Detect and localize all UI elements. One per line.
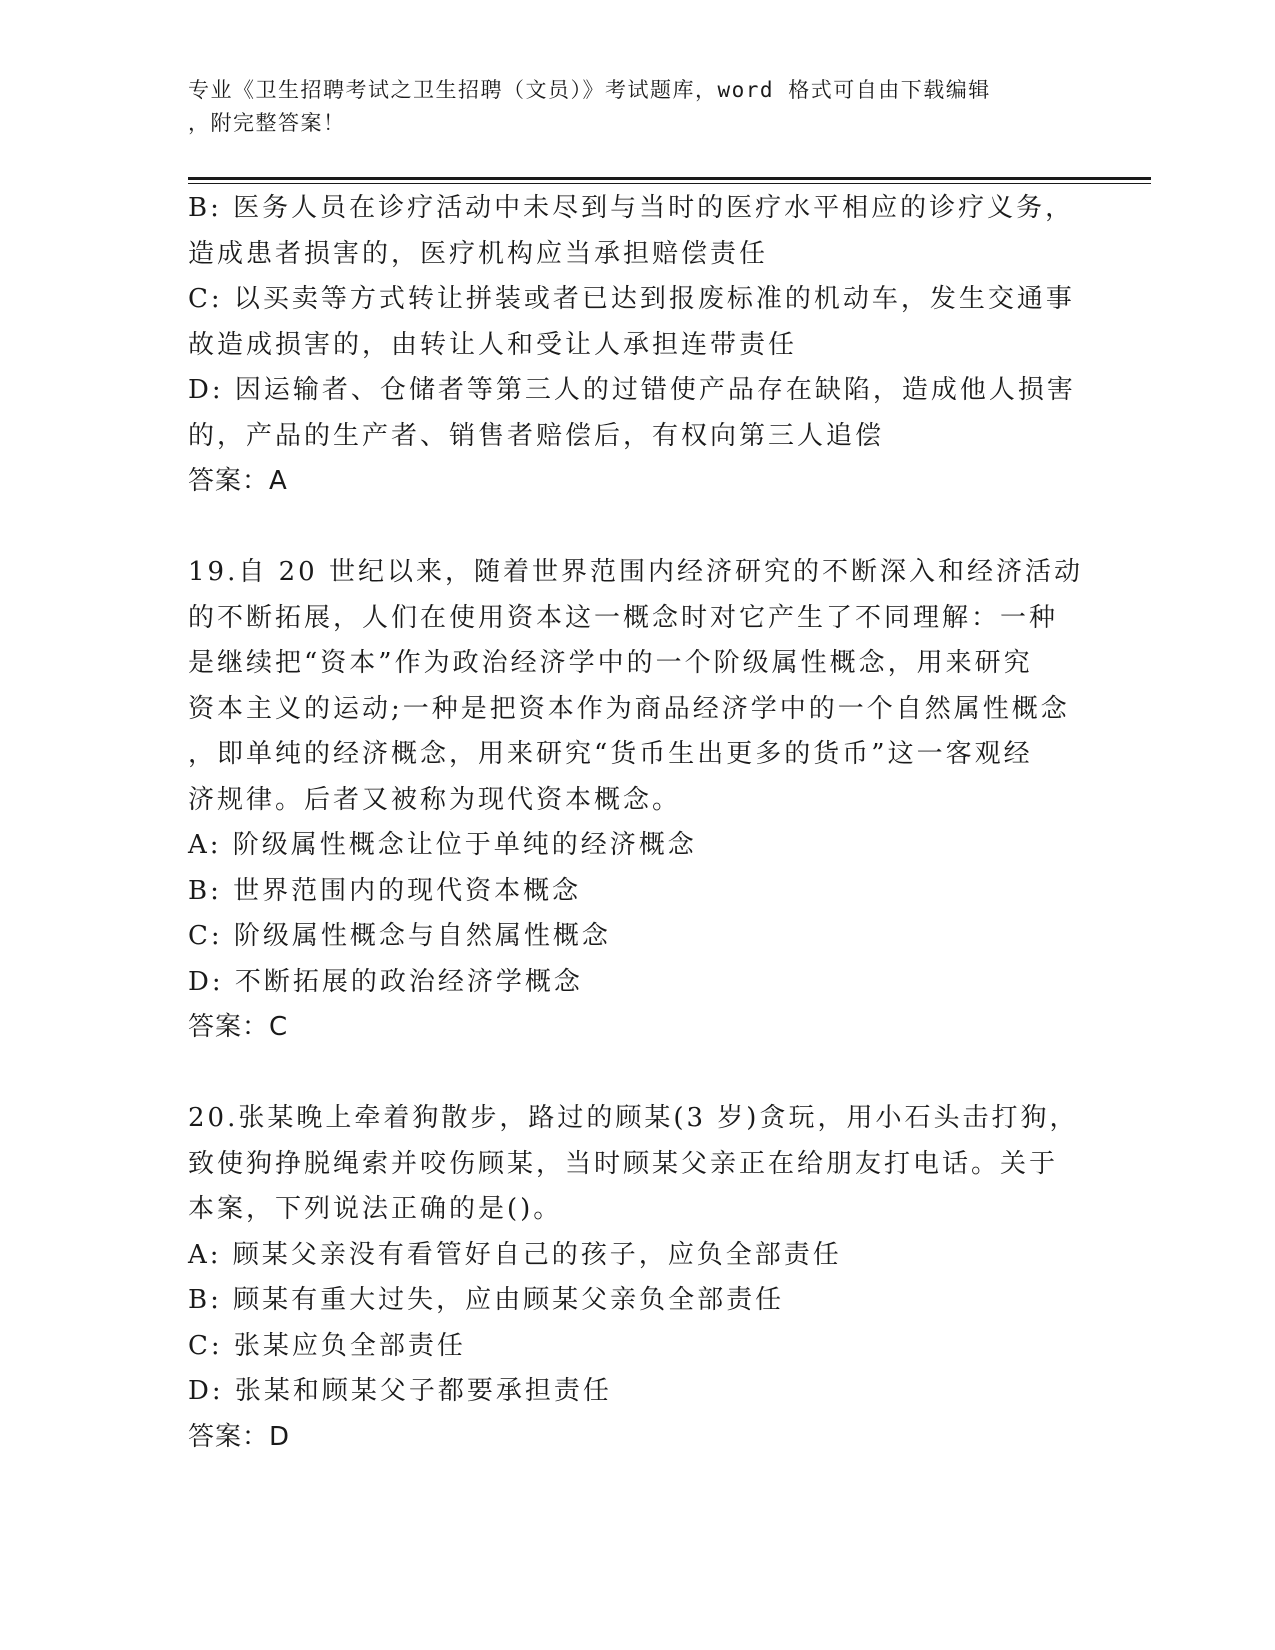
document-body bbox=[188, 186, 1088, 1460]
question-20 bbox=[188, 1096, 1088, 1460]
q19-stem-line: 济规律。后者又被称为现代资本概念。 bbox=[188, 784, 682, 815]
q18-option-b-line-2: 造成患者损害的，医疗机构应当承担赔偿责任 bbox=[188, 238, 769, 269]
q20-option-b: B: 顾某有重大过失，应由顾某父亲负全部责任 bbox=[188, 1285, 785, 1315]
q19-option-a: A: 阶级属性概念让位于单纯的经济概念 bbox=[188, 830, 697, 860]
q20-option-d: D: 张某和顾某父子都要承担责任 bbox=[188, 1376, 612, 1406]
q19-option-d: D: 不断拓展的政治经济学概念 bbox=[188, 966, 583, 997]
question-18-tail bbox=[188, 186, 1088, 505]
q19-stem-line: 19.自 20 世纪以来，随着世界范围内经济研究的不断深入和经济活动 bbox=[188, 557, 1083, 587]
q19-answer: 答案：C bbox=[188, 1012, 289, 1042]
q18-option-d-line-2: 的，产品的生产者、销售者赔偿后，有权向第三人追偿 bbox=[188, 420, 885, 451]
header-line-1: 专业《卫生招聘考试之卫生招聘（文员）》考试题库，word 格式可自由下载编辑 bbox=[188, 78, 991, 102]
header-divider-thin bbox=[188, 183, 1151, 184]
q18-option-b-line-1: B: 医务人员在诊疗活动中未尽到与当时的医疗水平相应的诊疗义务， bbox=[188, 193, 1075, 223]
question-19 bbox=[188, 550, 1088, 1051]
q20-option-a: A: 顾某父亲没有看管好自己的孩子，应负全部责任 bbox=[188, 1239, 842, 1270]
q18-option-d-line-1: D: 因运输者、仓储者等第三人的过错使产品存在缺陷，造成他人损害 bbox=[188, 375, 1076, 405]
q19-stem-line: ，即单纯的经济概念，用来研究“货币生出更多的货币”这一客观经 bbox=[188, 739, 1033, 769]
q19-option-c: C: 阶级属性概念与自然属性概念 bbox=[188, 921, 611, 951]
q18-option-c-line-2: 故造成损害的，由转让人和受让人承担连带责任 bbox=[188, 329, 798, 360]
q20-stem-line: 本案，下列说法正确的是()。 bbox=[188, 1194, 563, 1224]
q20-answer: 答案：D bbox=[188, 1421, 291, 1452]
q20-option-c: C: 张某应负全部责任 bbox=[188, 1330, 466, 1361]
header-line-2: ，附完整答案！ bbox=[188, 111, 346, 135]
q19-stem-line: 是继续把“资本”作为政治经济学中的一个阶级属性概念，用来研究 bbox=[188, 648, 1033, 678]
spacer bbox=[188, 1051, 1088, 1097]
q18-answer: 答案：A bbox=[188, 466, 288, 496]
spacer bbox=[188, 505, 1088, 551]
q19-option-b: B: 世界范围内的现代资本概念 bbox=[188, 875, 582, 906]
q19-stem-line: 资本主义的运动;一种是把资本作为商品经济学中的一个自然属性概念 bbox=[188, 693, 1070, 724]
header-divider-thick bbox=[188, 177, 1151, 180]
q19-stem-line: 的不断拓展，人们在使用资本这一概念时对它产生了不同理解：一种 bbox=[188, 602, 1059, 633]
page-header bbox=[188, 74, 1088, 140]
q20-stem-line: 致使狗挣脱绳索并咬伤顾某，当时顾某父亲正在给朋友打电话。关于 bbox=[188, 1148, 1059, 1179]
q20-stem-line: 20.张某晚上牵着狗散步，路过的顾某(3 岁)贪玩，用小石头击打狗， bbox=[188, 1103, 1079, 1133]
q18-option-c-line-1: C: 以买卖等方式转让拼装或者已达到报废标准的机动车，发生交通事 bbox=[188, 284, 1075, 314]
